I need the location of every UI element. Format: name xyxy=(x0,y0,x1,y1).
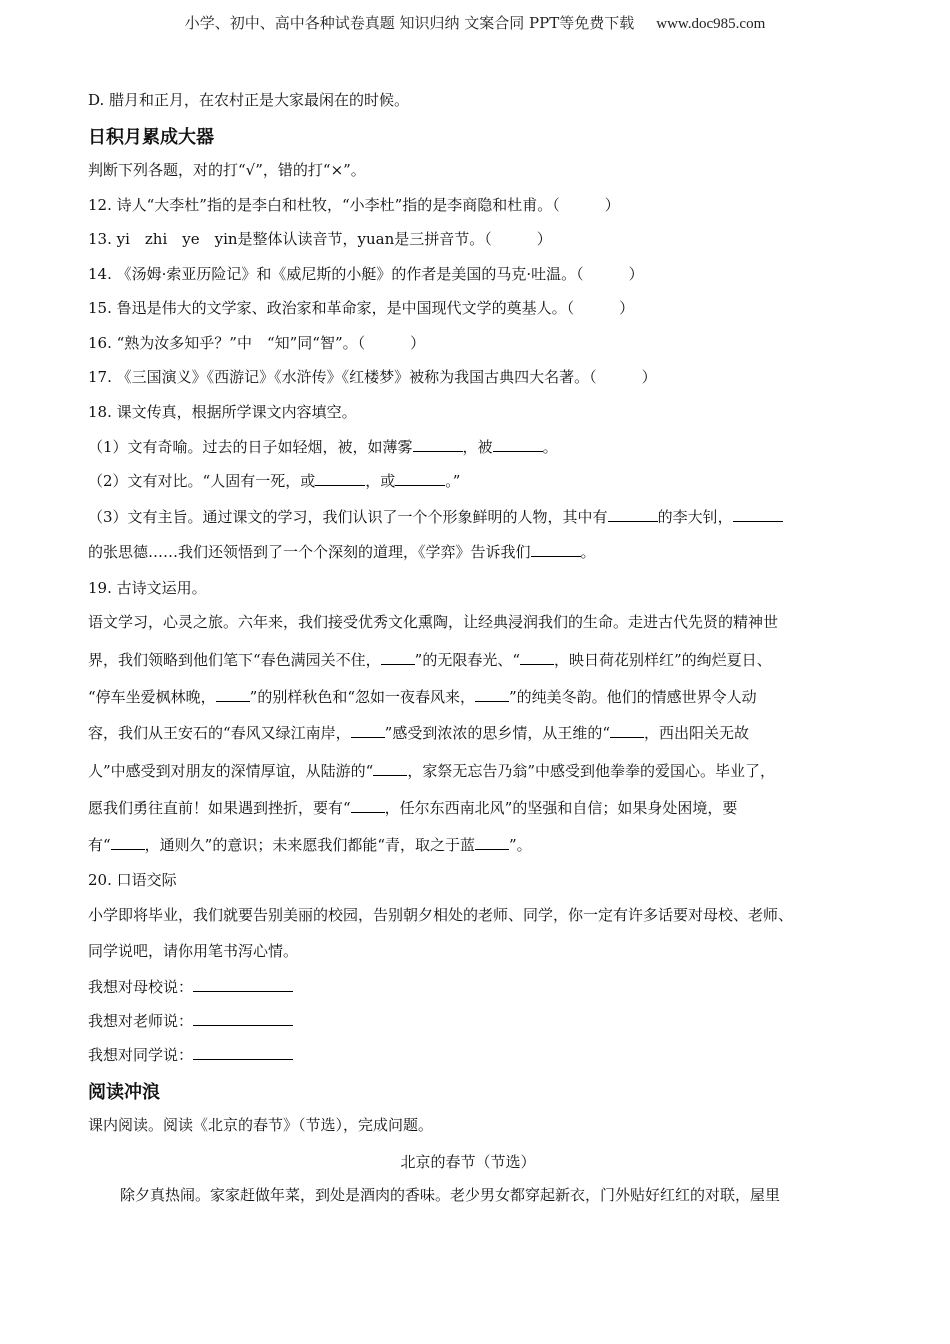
blank[interactable] xyxy=(373,761,407,776)
answer-line-teacher[interactable] xyxy=(193,1011,293,1026)
question-18-part-3-cont: 的张思德……我们还领悟到了一个个深刻的道理，《学弈》告诉我们 。 xyxy=(88,543,596,561)
reading-intro: 课内阅读。阅读《北京的春节》（节选），完成问题。 xyxy=(88,1116,434,1134)
header-text: 小学、初中、高中各种试卷真题 知识归纳 文案合同 PPT等免费下载 xyxy=(184,14,635,32)
say-to-teacher: 我想对老师说： xyxy=(88,1011,293,1031)
blank[interactable] xyxy=(216,687,250,702)
section-title-reading: 阅读冲浪 xyxy=(88,1082,160,1103)
blank[interactable] xyxy=(493,437,543,452)
question-18-part-3: （3）文有主旨。通过课文的学习，我们认识了一个个形象鲜明的人物，其中有 的李大钊， xyxy=(88,507,783,527)
question-14: 14. 《汤姆·索亚历险记》和《威尼斯的小艇》的作者是美国的马克·吐温。（ ） xyxy=(88,265,644,283)
blank[interactable] xyxy=(520,650,554,665)
section-title-accumulation: 日积月累成大器 xyxy=(88,127,214,148)
question-19: 19. 古诗文运用。 xyxy=(88,579,207,597)
reading-title: 北京的春节（节选） xyxy=(400,1153,536,1171)
paragraph-19-line-6: 愿我们勇往直前！如果遇到挫折，要有“ ，任尔东西南北风”的坚强和自信；如果身处困境，要 xyxy=(88,799,738,817)
reading-paragraph-1: 除夕真热闹。家家赶做年菜，到处是酒肉的香味。老少男女都穿起新衣，门外贴好红红的对联，屋里 xyxy=(120,1186,781,1204)
blank[interactable] xyxy=(608,507,658,522)
blank[interactable] xyxy=(351,723,385,738)
question-16: 16. “熟为汝多知乎？”中 “知”同“智”。（ ） xyxy=(88,334,426,352)
blank[interactable] xyxy=(381,650,415,665)
blank[interactable] xyxy=(475,835,509,850)
say-to-school: 我想对母校说： xyxy=(88,977,293,997)
question-17: 17. 《三国演义》《西游记》《水浒传》《红楼梦》被称为我国古典四大名著。（ ） xyxy=(88,368,657,386)
paragraph-19-line-3: “停车坐爱枫林晚， ”的别样秋色和“忽如一夜春风来， ”的纯美冬韵。他们的情感世界令人动 xyxy=(88,688,757,706)
question-18-part-1: （1）文有奇喻。过去的日子如轻烟，被，如薄雾 ，被 。 xyxy=(88,438,558,456)
blank[interactable] xyxy=(413,437,463,452)
blank[interactable] xyxy=(315,471,365,486)
blank[interactable] xyxy=(395,471,445,486)
paragraph-20-line-1: 小学即将毕业，我们就要告别美丽的校园，告别朝夕相处的老师、同学，你一定有许多话要对母校、老师、 xyxy=(88,906,794,924)
question-20: 20. 口语交际 xyxy=(88,871,177,889)
question-13: 13. yi zhi ye yin是整体认读音节，yuan是三拼音节。（ ） xyxy=(88,230,552,248)
paragraph-20-line-2: 同学说吧，请你用笔书泻心情。 xyxy=(88,942,299,960)
question-18: 18. 课文传真，根据所学课文内容填空。 xyxy=(88,403,357,421)
blank[interactable] xyxy=(531,542,581,557)
paragraph-19-line-4: 容，我们从王安石的“春风又绿江南岸， ”感受到浓浓的思乡情，从王维的“ ，西出阳关无故 xyxy=(88,724,750,742)
question-18-part-2: （2）文有对比。“人固有一死，或 ，或 。” xyxy=(88,472,461,490)
blank[interactable] xyxy=(351,798,385,813)
paragraph-19-line-2: 界，我们领略到他们笔下“春色满园关不住， ”的无限春光、“ ，映日荷花别样红”的绚烂夏日、 xyxy=(88,651,772,669)
question-15: 15. 鲁迅是伟大的文学家、政治家和革命家，是中国现代文学的奠基人。（ ） xyxy=(88,299,635,317)
blank[interactable] xyxy=(610,723,644,738)
blank[interactable] xyxy=(733,507,783,522)
paragraph-19-line-1: 语文学习，心灵之旅。六年来，我们接受优秀文化熏陶，让经典浸润我们的生命。走进古代先贤的精神世 xyxy=(88,613,779,631)
say-to-classmate: 我想对同学说： xyxy=(88,1045,293,1065)
blank[interactable] xyxy=(475,687,509,702)
paragraph-19-line-7: 有“ ，通则久”的意识；未来愿我们都能“青，取之于蓝 ”。 xyxy=(88,836,532,854)
judge-intro: 判断下列各题，对的打“√”，错的打“×”。 xyxy=(88,161,366,179)
answer-line-classmate[interactable] xyxy=(193,1045,293,1060)
answer-line-school[interactable] xyxy=(193,977,293,992)
blank[interactable] xyxy=(111,835,145,850)
question-12: 12. 诗人“大李杜”指的是李白和杜牧，“小李杜”指的是李商隐和杜甫。（ ） xyxy=(88,196,620,214)
page-header xyxy=(0,12,950,33)
option-d: D. 腊月和正月，在农村正是大家最闲在的时候。 xyxy=(88,91,410,109)
paragraph-19-line-5: 人”中感受到对朋友的深情厚谊，从陆游的“ ，家祭无忘告乃翁”中感受到他拳拳的爱国心。毕业了， xyxy=(88,762,776,780)
header-url[interactable]: www.doc985.com xyxy=(656,16,766,32)
